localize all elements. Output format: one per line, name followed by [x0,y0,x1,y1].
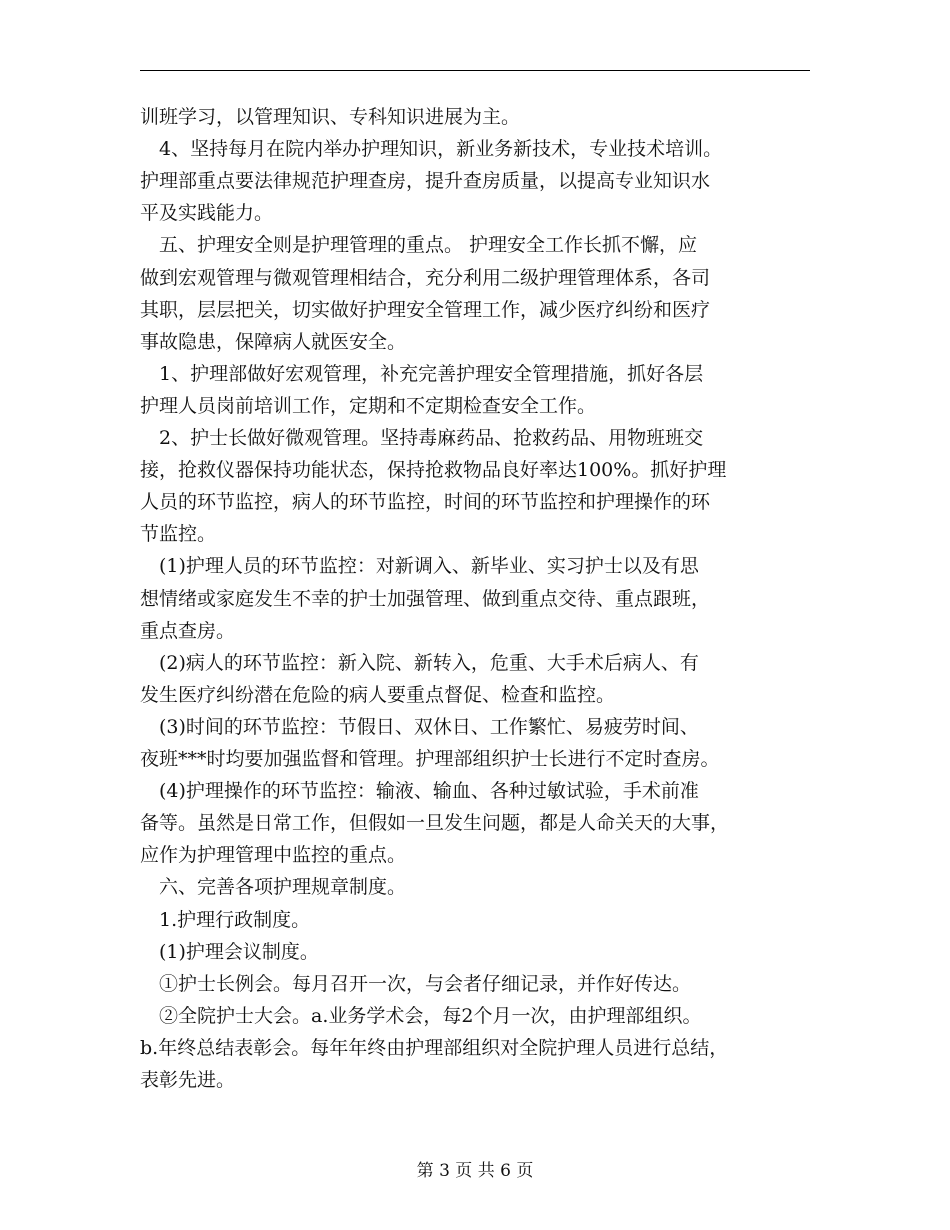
page-number: 第 3 页 共 6 页 [416,1161,534,1181]
text-line: 表彰先进。 [140,1069,236,1091]
text-line: 节监控。 [140,523,217,546]
text-line: 接，抢救仪器保持功能状态，保持抢救物品良好率达100%。抓好护理 [140,459,727,482]
text-line: 夜班***时均要加强监督和管理。护理部组织护士长进行不定时查房。 [140,748,720,770]
header-rule [140,70,810,71]
text-line: 1、护理部做好宏观管理，补充完善护理安全管理措施，抓好各层 [140,362,704,385]
text-line: (3)时间的环节监控：节假日、双休日、工作繁忙、易疲劳时间、 [140,715,699,738]
text-line: ②全院护士大会。a.业务学术会，每2个月一次，由护理部组织。 [140,1004,702,1027]
text-line: 想情绪或家庭发生不幸的护士加强管理、做到重点交待、重点跟班， [140,587,711,610]
text-line: ①护士长例会。每月召开一次，与会者仔细记录，并作好传达。 [140,972,692,995]
text-line: 2、护士长做好微观管理。坚持毒麻药品、抢救药品、用物班班交 [140,427,704,449]
text-line: 人员的环节监控，病人的环节监控，时间的环节监控和护理操作的环 [140,491,711,514]
text-line: 护理部重点要法律规范护理查房，提升查房质量，以提高专业知识水 [140,170,711,193]
text-line: 备等。虽然是日常工作，但假如一旦发生问题，都是人命关天的大事， [140,812,730,835]
text-line: (1)护理人员的环节监控：对新调入、新毕业、实习护士以及有思 [140,555,699,578]
text-line: 五、护理安全则是护理管理的重点。 护理安全工作长抓不懈，应 [140,234,698,257]
text-line: 护理人员岗前培训工作，定期和不定期检查安全工作。 [140,394,597,417]
text-line: 重点查房。 [140,619,236,642]
text-line: (4)护理操作的环节监控：输液、输血、各种过敏试验，手术前准 [140,780,699,803]
text-line: 训班学习，以管理知识、专科知识进展为主。 [140,106,521,128]
text-line: (2)病人的环节监控：新入院、新转入，危重、大手术后病人、有 [140,651,699,674]
text-line: 发生医疗纠纷潜在危险的病人要重点督促、检查和监控。 [140,683,616,706]
text-line: 事故隐患，保障病人就医安全。 [140,330,407,353]
text-line: 应作为护理管理中监控的重点。 [140,844,407,867]
text-line: b.年终总结表彰会。每年年终由护理部组织对全院护理人员进行总结， [140,1036,729,1059]
text-line: 做到宏观管理与微观管理相结合，充分利用二级护理管理体系，各司 [140,266,711,289]
text-line: (1)护理会议制度。 [140,940,319,963]
text-line: 1.护理行政制度。 [140,908,311,931]
text-line: 其职，层层把关，切实做好护理安全管理工作，减少医疗纠纷和医疗 [140,298,711,321]
text-line: 4、坚持每月在院内举办护理知识，新业务新技术，专业技术培训。 [140,138,723,161]
text-line: 平及实践能力。 [140,202,274,225]
text-line: 六、完善各项护理规章制度。 [140,876,407,899]
